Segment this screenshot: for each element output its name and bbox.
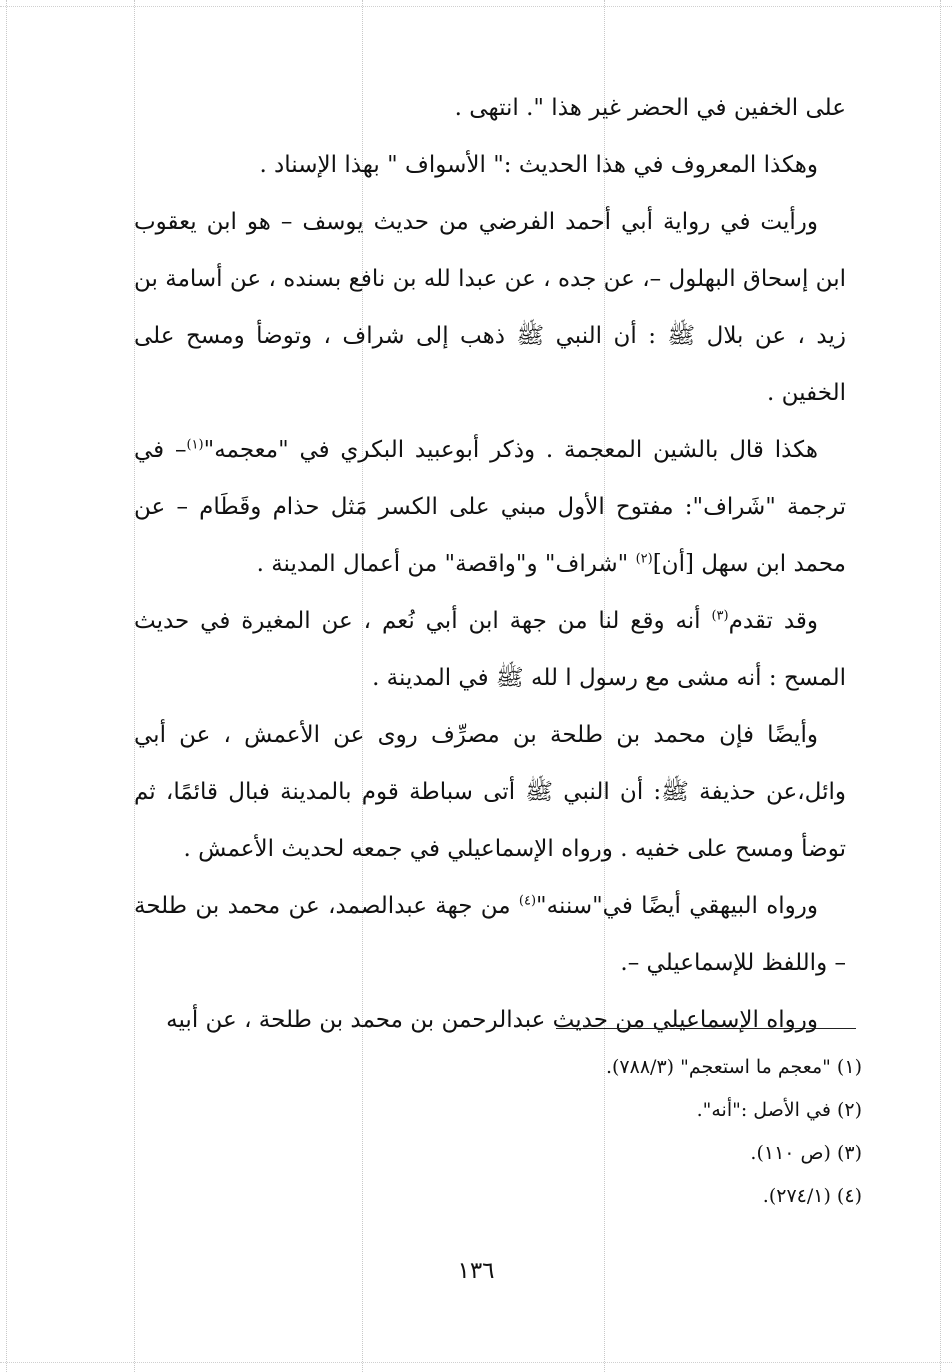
paragraph xyxy=(134,593,846,707)
scan-guide-line xyxy=(6,0,7,1372)
footnote-marker: (٤) xyxy=(518,893,537,909)
main-text xyxy=(134,80,846,1049)
footnote: (٤) (٢٧٤/١). xyxy=(762,1185,862,1207)
paragraph-text: على الخفين في الحضر غير هذا ". انتهى . xyxy=(454,95,846,121)
scan-guide-line xyxy=(0,1362,952,1363)
paragraph-text: هكذا قال بالشين المعجمة . وذكر أبوعبيد البكري في "معجمه" xyxy=(203,437,818,463)
paragraph-text: أنه وقع لنا من جهة ابن أبي نُعم ، عن المغيرة في حديث المسح : أنه مشى مع رسول ا لله ﷺ في المدينة . xyxy=(134,608,846,691)
paragraph xyxy=(134,422,846,593)
paragraph-text: وهكذا المعروف في هذا الحديث :" الأسواف " بهذا الإسناد . xyxy=(259,152,818,178)
paragraph xyxy=(134,80,846,137)
footnote: (٣) (ص ١١٠). xyxy=(750,1142,862,1164)
footnote-marker: (٢) xyxy=(635,551,653,567)
paragraph-text: ورأيت في رواية أبي أحمد الفرضي من حديث يوسف – هو ابن يعقوب ابن إسحاق البهلول –، عن جده ، عن عبدا لله بن نافع بسنده ، عن أسامة بن زيد ، عن بلال ﷺ : أن النبي ﷺ ذهب إلى شراف ، وتوضأ ومسح على الخفين . xyxy=(134,209,846,406)
footnote-marker: (٣) xyxy=(711,608,729,624)
scan-guide-line xyxy=(940,0,941,1372)
scan-guide-line xyxy=(0,6,952,7)
paragraph xyxy=(134,878,846,992)
paragraph xyxy=(134,707,846,878)
paragraph xyxy=(134,137,846,194)
footnote: (١) "معجم ما استعجم" (٧٨٨/٣). xyxy=(605,1056,862,1078)
footnote-separator xyxy=(556,1028,856,1029)
paragraph xyxy=(134,992,846,1049)
footnotes xyxy=(556,1046,862,1218)
paragraph-text: ورواه الإسماعيلي من حديث عبدالرحمن بن محمد بن طلحة ، عن أبيه xyxy=(166,1007,818,1033)
paragraph-text: وأيضًا فإن محمد بن طلحة بن مصرِّف روى عن الأعمش ، عن أبي وائل،عن حذيفة ﷺ: أن النبي ﷺ أتى سباطة قوم بالمدينة فبال قائمًا، ثم توضأ ومسح على خفيه . ورواه الإسماعيلي في جمعه لحديث الأعمش . xyxy=(134,722,846,862)
paragraph-text: ورواه البيهقي أيضًا في"سننه" xyxy=(536,893,818,919)
paragraph-text: "شراف" و"واقصة" من أعمال المدينة . xyxy=(256,551,636,577)
footnote-marker: (١) xyxy=(186,437,204,453)
footnote: (٢) في الأصل :"أنه". xyxy=(696,1099,862,1121)
paragraph-text: وقد تقدم xyxy=(728,608,818,634)
paragraph xyxy=(134,194,846,422)
page-number: ١٣٦ xyxy=(457,1258,495,1284)
paragraph-text: – في ترجمة "شَراف": مفتوح الأول مبني على الكسر مَثل حذام وقَطَام – عن محمد ابن سهل [أن] xyxy=(134,437,846,577)
paragraph-text: من جهة عبدالصمد، عن محمد بن طلحة – واللفظ للإسماعيلي –. xyxy=(134,893,846,976)
